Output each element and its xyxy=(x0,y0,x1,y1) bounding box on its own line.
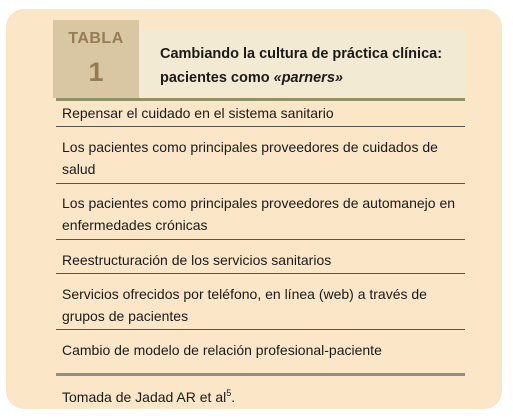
row-divider xyxy=(56,183,465,184)
table-row: Reestructuración de los servicios sanitarios xyxy=(62,252,332,268)
source-end: . xyxy=(231,389,236,405)
row-divider xyxy=(56,239,465,240)
table-row: Servicios ofrecidos por teléfono, en línea (web) a través de grupos de pacientes xyxy=(62,286,427,324)
header-rule xyxy=(56,98,465,101)
table-number-tag xyxy=(53,20,139,98)
row-divider xyxy=(56,126,465,127)
table-title-box xyxy=(140,29,465,95)
table-label: TABLA xyxy=(68,30,124,47)
table-title-line2-italic: «parners» xyxy=(273,70,343,86)
table-title-line2-prefix: pacientes como xyxy=(160,70,274,86)
table-source xyxy=(62,383,235,407)
table-title-line1: Cambiando la cultura de práctica clínica: xyxy=(160,46,443,62)
table-row: Los pacientes como principales proveedores de automanejo en enfermedades crónicas xyxy=(62,195,456,233)
source-reference: 5 xyxy=(226,388,232,398)
table-panel xyxy=(6,9,502,409)
source-text: Tomada de Jadad AR et al xyxy=(62,389,227,405)
table-title xyxy=(160,42,460,90)
table-row: Repensar el cuidado en el sistema sanitario xyxy=(62,105,334,121)
footer-rule xyxy=(56,373,465,376)
table-row: Los pacientes como principales proveedores de cuidados de salud xyxy=(62,139,438,177)
row-divider xyxy=(56,329,465,330)
table-number: 1 xyxy=(88,57,104,87)
row-divider xyxy=(56,273,465,274)
table-row: Cambio de modelo de relación profesional-paciente xyxy=(62,342,382,358)
